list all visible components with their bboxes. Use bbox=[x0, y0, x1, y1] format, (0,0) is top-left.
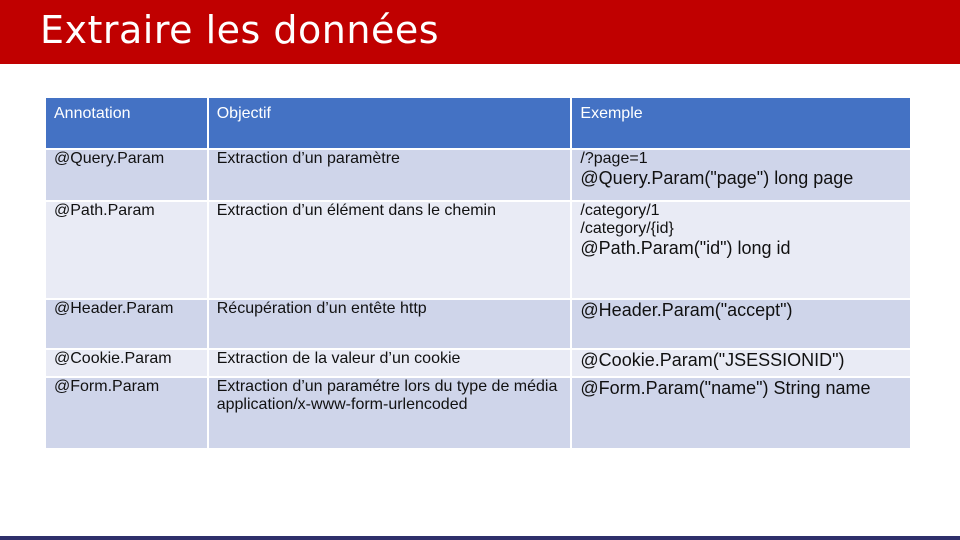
header-annotation: Annotation bbox=[46, 98, 207, 148]
exemple-cell bbox=[572, 300, 910, 348]
objectif-cell: Extraction d’un élément dans le chemin bbox=[209, 202, 571, 298]
annotations-table bbox=[44, 96, 912, 450]
exemple-code: @Path.Param("id") long id bbox=[580, 238, 791, 258]
annotation-cell: @Form.Param bbox=[46, 378, 207, 448]
table-row bbox=[46, 202, 910, 298]
exemple-cell bbox=[572, 350, 910, 376]
exemple-code: @Form.Param("name") String name bbox=[580, 378, 871, 398]
table-header-row bbox=[46, 98, 910, 148]
objectif-cell: Extraction d’un paramètre bbox=[209, 150, 571, 200]
title-bar bbox=[0, 0, 960, 64]
exemple-line: /?page=1 bbox=[580, 150, 648, 167]
exemple-line: /category/1 bbox=[580, 202, 660, 219]
annotation-cell: @Cookie.Param bbox=[46, 350, 207, 376]
objectif-cell: Récupération d’un entête http bbox=[209, 300, 571, 348]
header-exemple: Exemple bbox=[572, 98, 910, 148]
table-row bbox=[46, 378, 910, 448]
exemple-cell bbox=[572, 150, 910, 200]
annotation-cell: @Path.Param bbox=[46, 202, 207, 298]
objectif-cell: Extraction d’un paramétre lors du type de média application/x-www-form-urlencoded bbox=[209, 378, 571, 448]
exemple-code: @Cookie.Param("JSESSIONID") bbox=[580, 350, 845, 370]
exemple-cell bbox=[572, 378, 910, 448]
exemple-cell bbox=[572, 202, 910, 298]
table-row bbox=[46, 350, 910, 376]
objectif-cell: Extraction de la valeur d’un cookie bbox=[209, 350, 571, 376]
annotation-cell: @Query.Param bbox=[46, 150, 207, 200]
exemple-code: @Header.Param("accept") bbox=[580, 300, 793, 320]
table-row bbox=[46, 300, 910, 348]
header-objectif: Objectif bbox=[209, 98, 571, 148]
exemple-code: @Query.Param("page") long page bbox=[580, 168, 854, 188]
page-title: Extraire les données bbox=[40, 8, 440, 52]
table-row bbox=[46, 150, 910, 200]
annotation-cell: @Header.Param bbox=[46, 300, 207, 348]
footer-line bbox=[0, 536, 960, 540]
exemple-line: /category/{id} bbox=[580, 220, 674, 237]
